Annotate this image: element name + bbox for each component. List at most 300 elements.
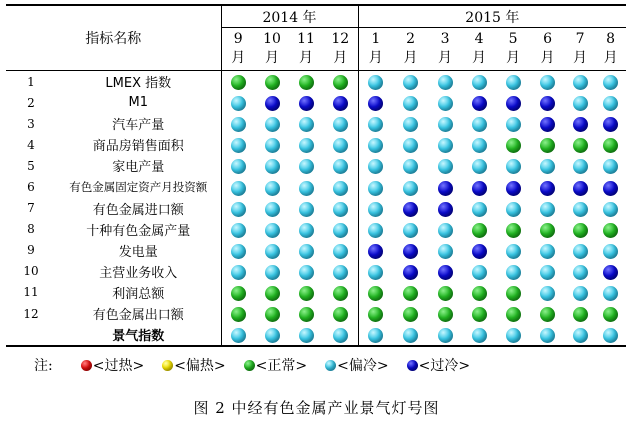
signal-cell [462, 282, 496, 303]
month-unit: 月 [506, 50, 521, 66]
signal-cell [595, 261, 626, 282]
signal-light-cool [333, 181, 348, 196]
signal-cell [462, 155, 496, 176]
signal-cell [496, 324, 530, 346]
signal-cell [393, 176, 428, 197]
signal-cell [496, 92, 530, 113]
legend-item-cold [407, 355, 470, 375]
signal-cell [358, 113, 393, 134]
signal-cell [255, 71, 289, 93]
signal-cell [289, 176, 323, 197]
indicator-row [6, 71, 626, 93]
signal-cell [428, 176, 462, 197]
signal-light-cold [472, 244, 487, 259]
signal-light-normal [540, 223, 555, 238]
signal-cell [221, 176, 255, 197]
signal-light-cool [403, 328, 418, 343]
signal-light-cool [368, 202, 383, 217]
month-number: 9 [233, 31, 243, 47]
indicator-name: 景气指数 [56, 324, 221, 346]
signal-light-cool [231, 244, 246, 259]
signal-cell [595, 155, 626, 176]
signal-light-cold [540, 117, 555, 132]
signal-light-cool [438, 159, 453, 174]
signal-light-cool [438, 96, 453, 111]
legend-item-cool [325, 355, 388, 375]
signal-light-cool [438, 223, 453, 238]
signal-cell [289, 198, 323, 219]
signal-cell [496, 282, 530, 303]
signal-cell [393, 261, 428, 282]
signal-light-cold [438, 265, 453, 280]
signal-cell [496, 303, 530, 324]
signal-cell [255, 282, 289, 303]
signal-cell [428, 134, 462, 155]
signal-light-normal [506, 307, 521, 322]
signal-cell [565, 71, 595, 93]
signal-cell [595, 198, 626, 219]
signal-light-cool [603, 202, 618, 217]
month-header [255, 28, 289, 71]
year-2015-header: 2015 年 [358, 5, 626, 28]
row-index: 9 [27, 243, 35, 258]
signal-cell [595, 134, 626, 155]
signal-cell [221, 303, 255, 324]
signal-cell [393, 198, 428, 219]
signal-light-cool [540, 328, 555, 343]
signal-cell [530, 113, 565, 134]
signal-light-normal [299, 75, 314, 90]
signal-light-normal [506, 286, 521, 301]
legend-dot-normal [244, 360, 255, 371]
signal-cell [255, 134, 289, 155]
signal-light-cool [573, 202, 588, 217]
signal-cell [565, 155, 595, 176]
signal-cell [255, 176, 289, 197]
signal-light-normal [573, 223, 588, 238]
signal-light-cool [506, 202, 521, 217]
signal-light-cool [231, 202, 246, 217]
indicator-row [6, 261, 626, 282]
signal-cell [323, 282, 358, 303]
signal-cell [462, 219, 496, 240]
signal-cell [565, 92, 595, 113]
indicator-row [6, 113, 626, 134]
signal-cell [358, 282, 393, 303]
signal-light-normal [333, 75, 348, 90]
signal-light-cold [403, 265, 418, 280]
signal-light-cold [438, 202, 453, 217]
month-number: 11 [297, 31, 315, 47]
signal-cell [428, 261, 462, 282]
signal-cell [428, 198, 462, 219]
signal-light-cool [540, 286, 555, 301]
signal-cell [393, 155, 428, 176]
signal-light-cold [438, 181, 453, 196]
month-number: 5 [508, 31, 518, 47]
signal-cell [496, 219, 530, 240]
signal-light-normal [573, 307, 588, 322]
signal-light-cool [603, 244, 618, 259]
signal-cell [289, 134, 323, 155]
signal-cell [565, 303, 595, 324]
signal-cell [565, 240, 595, 261]
signal-light-cool [368, 159, 383, 174]
signal-cell [428, 92, 462, 113]
signal-cell [462, 324, 496, 346]
signal-light-cool [573, 96, 588, 111]
month-number: 4 [474, 31, 484, 47]
signal-light-cool [506, 328, 521, 343]
signal-light-cool [368, 223, 383, 238]
signal-cell [221, 113, 255, 134]
signal-cell [462, 176, 496, 197]
signal-cell [221, 240, 255, 261]
signal-cell [393, 282, 428, 303]
signal-light-cold [472, 96, 487, 111]
signal-cell [289, 303, 323, 324]
signal-cell [221, 155, 255, 176]
signal-cell [393, 92, 428, 113]
signal-light-normal [472, 286, 487, 301]
row-index: 1 [27, 74, 35, 89]
signal-cell [393, 240, 428, 261]
signal-light-cool [403, 75, 418, 90]
signal-light-cool [403, 96, 418, 111]
signal-light-cool [265, 328, 280, 343]
signal-cell [323, 240, 358, 261]
signal-cell [358, 303, 393, 324]
signal-light-cool [506, 159, 521, 174]
signal-cell [428, 240, 462, 261]
signal-light-normal [333, 286, 348, 301]
signal-light-cool [438, 117, 453, 132]
row-index: 12 [23, 306, 39, 321]
signal-cell [595, 240, 626, 261]
signal-light-cool [403, 159, 418, 174]
signal-light-cool [603, 75, 618, 90]
signal-cell [221, 71, 255, 93]
month-number: 8 [606, 31, 616, 47]
signal-cell [255, 261, 289, 282]
row-index: 5 [27, 158, 35, 173]
indicator-name-header: 指标名称 [6, 5, 221, 71]
signal-cell [595, 176, 626, 197]
signal-light-normal [603, 307, 618, 322]
signal-light-cool [333, 117, 348, 132]
month-unit: 月 [573, 50, 588, 66]
month-unit: 月 [299, 50, 313, 66]
signal-light-cool [265, 117, 280, 132]
signal-light-normal [540, 307, 555, 322]
month-unit: 月 [472, 50, 487, 66]
signal-light-cool [368, 328, 383, 343]
signal-light-cold [540, 96, 555, 111]
signal-light-cold [506, 181, 521, 196]
signal-light-cool [231, 159, 246, 174]
legend-text: <偏冷> [337, 358, 389, 374]
signal-cell [358, 324, 393, 346]
month-header [530, 28, 565, 71]
signal-cell [428, 303, 462, 324]
signal-light-cool [231, 223, 246, 238]
signal-light-normal [265, 307, 280, 322]
signal-light-cool [299, 265, 314, 280]
signal-cell [255, 240, 289, 261]
signal-cell [255, 113, 289, 134]
legend-item-overheat [81, 355, 144, 375]
month-header [358, 28, 393, 71]
signal-light-normal [438, 286, 453, 301]
indicator-name: LMEX 指数 [56, 71, 221, 93]
signal-light-cool [333, 159, 348, 174]
signal-cell [595, 92, 626, 113]
month-number: 1 [371, 31, 381, 47]
signal-cell [530, 324, 565, 346]
signal-cell [565, 176, 595, 197]
signal-light-cool [506, 75, 521, 90]
signal-light-cool [299, 244, 314, 259]
signal-light-cool [438, 138, 453, 153]
signal-light-cool [231, 138, 246, 153]
signal-cell [323, 71, 358, 93]
signal-cell [289, 71, 323, 93]
signal-cell [462, 198, 496, 219]
signal-cell [530, 282, 565, 303]
signal-cell [530, 92, 565, 113]
signal-cell [428, 324, 462, 346]
signal-light-cool [573, 244, 588, 259]
row-index: 3 [27, 116, 35, 131]
signal-cell [221, 198, 255, 219]
signal-light-cold [603, 265, 618, 280]
signal-light-cool [506, 265, 521, 280]
signal-light-normal [603, 223, 618, 238]
row-index [6, 324, 56, 346]
signal-light-cool [573, 265, 588, 280]
signal-cell [221, 92, 255, 113]
signal-cell [358, 219, 393, 240]
signal-light-cool [231, 181, 246, 196]
signal-light-cool [403, 138, 418, 153]
signal-cell [358, 261, 393, 282]
signal-light-cool [265, 223, 280, 238]
month-header [595, 28, 626, 71]
signal-cell [393, 71, 428, 93]
signal-cell [530, 261, 565, 282]
signal-cell [255, 198, 289, 219]
signal-cell [530, 134, 565, 155]
indicator-row [6, 198, 626, 219]
signal-cell [221, 324, 255, 346]
signal-light-cold [603, 181, 618, 196]
signal-light-cold [603, 117, 618, 132]
signal-cell [530, 155, 565, 176]
signal-cell [530, 198, 565, 219]
signal-cell [428, 71, 462, 93]
signal-light-cool [472, 138, 487, 153]
signal-cell [393, 219, 428, 240]
indicator-name: M1 [56, 92, 221, 113]
legend-dot-cool [325, 360, 336, 371]
signal-cell [289, 261, 323, 282]
signal-cell [358, 71, 393, 93]
signal-light-cold [573, 181, 588, 196]
signal-light-normal [368, 286, 383, 301]
signal-cell [496, 134, 530, 155]
signal-light-cold [403, 202, 418, 217]
signal-cell [323, 303, 358, 324]
indicator-row [6, 155, 626, 176]
signal-light-cool [333, 138, 348, 153]
month-header [565, 28, 595, 71]
signal-light-cold [573, 117, 588, 132]
month-header [393, 28, 428, 71]
signal-cell [530, 303, 565, 324]
indicator-row [6, 324, 626, 346]
signal-light-cool [368, 138, 383, 153]
legend [34, 355, 488, 375]
signal-cell [565, 219, 595, 240]
signal-light-cool [299, 223, 314, 238]
signal-cell [565, 282, 595, 303]
signal-light-cool [333, 202, 348, 217]
signal-light-normal [265, 75, 280, 90]
signal-cell [255, 219, 289, 240]
signal-light-cool [403, 223, 418, 238]
signal-cell [530, 240, 565, 261]
legend-text: <过冷> [418, 358, 471, 374]
row-index: 11 [23, 285, 39, 300]
signal-cell [565, 134, 595, 155]
signal-cell [323, 113, 358, 134]
signal-light-cold [299, 96, 314, 111]
signal-cell [428, 113, 462, 134]
signal-light-cool [231, 117, 246, 132]
signal-light-cold [506, 96, 521, 111]
signal-light-cool [231, 96, 246, 111]
indicator-name: 有色金属固定资产月投资额 [56, 176, 221, 197]
signal-cell [221, 134, 255, 155]
signal-cell [428, 282, 462, 303]
legend-dot-hot [162, 360, 173, 371]
indicator-name: 商品房销售面积 [56, 134, 221, 155]
signal-cell [323, 219, 358, 240]
signal-cell [255, 303, 289, 324]
signal-cell [221, 219, 255, 240]
year-header-row [6, 5, 626, 28]
signal-light-cool [333, 223, 348, 238]
signal-cell [496, 176, 530, 197]
signal-light-cool [265, 265, 280, 280]
signal-cell [255, 324, 289, 346]
row-index: 2 [27, 95, 35, 110]
signal-light-cool [299, 159, 314, 174]
signal-light-normal [368, 307, 383, 322]
signal-light-cool [231, 328, 246, 343]
legend-dot-cold [407, 360, 418, 371]
signal-cell [323, 176, 358, 197]
signal-light-cool [333, 265, 348, 280]
signal-light-cool [573, 75, 588, 90]
signal-light-cool [472, 202, 487, 217]
signal-cell [289, 324, 323, 346]
signal-cell [530, 176, 565, 197]
signal-cell [289, 113, 323, 134]
signal-cell [530, 71, 565, 93]
indicator-rows [6, 71, 626, 347]
signal-light-cool [299, 181, 314, 196]
row-index: 10 [23, 264, 39, 279]
signal-light-cool [403, 181, 418, 196]
indicator-row [6, 219, 626, 240]
signal-light-normal [472, 307, 487, 322]
month-number: 6 [543, 31, 552, 47]
signal-light-cool [506, 244, 521, 259]
signal-cell [358, 198, 393, 219]
signal-light-cool [299, 328, 314, 343]
signal-cell [289, 282, 323, 303]
signal-cell [595, 113, 626, 134]
row-index: 7 [27, 201, 35, 216]
signal-light-cool [265, 138, 280, 153]
signal-light-cold [403, 244, 418, 259]
month-unit: 月 [368, 50, 383, 66]
signal-light-normal [231, 307, 246, 322]
signal-cell [255, 155, 289, 176]
month-unit: 月 [403, 50, 418, 66]
month-unit: 月 [231, 50, 246, 66]
signal-cell [323, 324, 358, 346]
signal-light-cold [265, 96, 280, 111]
signal-light-cold [333, 96, 348, 111]
signal-cell [496, 261, 530, 282]
signal-cell [221, 282, 255, 303]
month-unit: 月 [603, 50, 618, 66]
month-header [462, 28, 496, 71]
signal-cell [565, 113, 595, 134]
signal-light-cool [603, 328, 618, 343]
legend-text: <过热> [92, 358, 145, 374]
signal-cell [428, 219, 462, 240]
signal-cell [289, 92, 323, 113]
signal-light-cool [265, 244, 280, 259]
signal-light-cool [573, 328, 588, 343]
year-2014-header: 2014 年 [221, 5, 358, 28]
signal-light-cool [368, 75, 383, 90]
signal-light-cool [472, 117, 487, 132]
signal-light-cool [603, 286, 618, 301]
indicator-name: 家电产量 [56, 155, 221, 176]
signal-cell [462, 261, 496, 282]
signal-light-cool [603, 96, 618, 111]
legend-dot-overheat [81, 360, 92, 371]
signal-light-cool [472, 265, 487, 280]
signal-light-cool [540, 202, 555, 217]
signal-light-cool [333, 244, 348, 259]
signal-light-normal [403, 286, 418, 301]
signal-cell [358, 176, 393, 197]
signal-light-cool [540, 75, 555, 90]
row-index: 8 [27, 222, 35, 237]
signal-cell [393, 324, 428, 346]
signal-light-normal [540, 138, 555, 153]
signal-cell [323, 198, 358, 219]
signal-light-cool [265, 159, 280, 174]
signal-light-normal [333, 307, 348, 322]
signal-light-cool [603, 159, 618, 174]
month-header [323, 28, 358, 71]
